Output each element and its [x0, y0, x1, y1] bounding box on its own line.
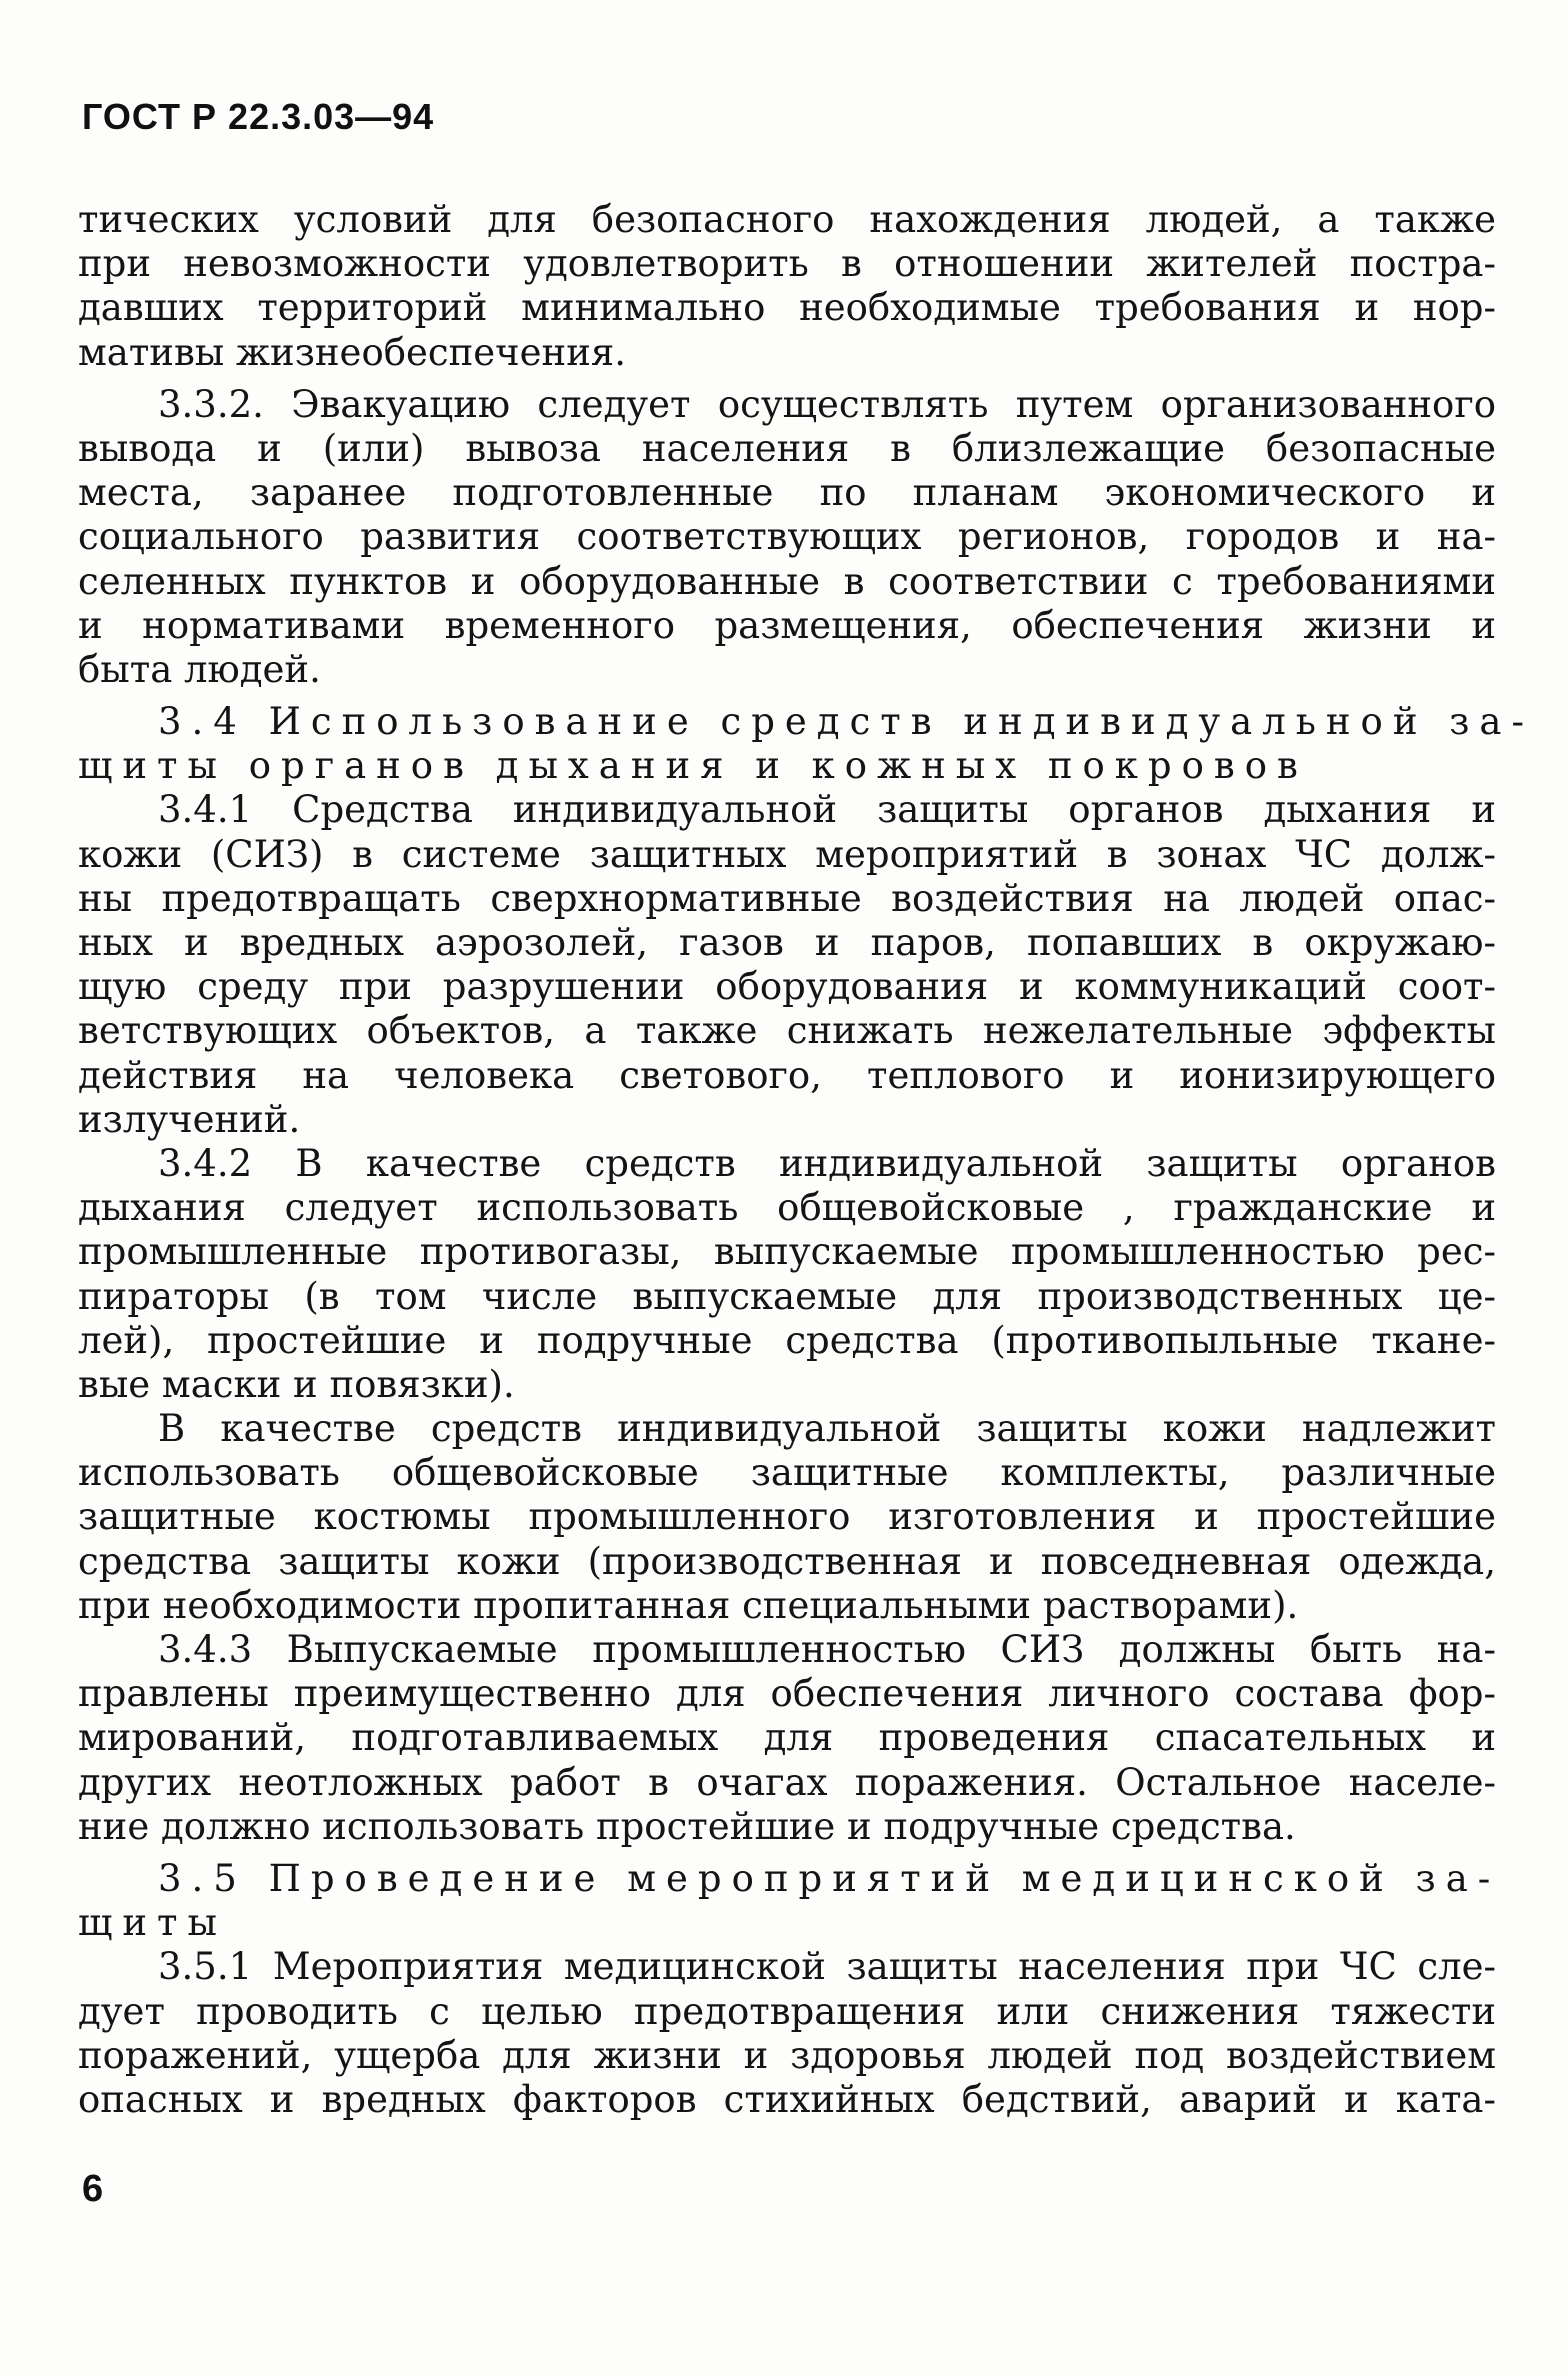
- text-line: ны предотвращать сверхнормативные воздействия на людей опас-: [78, 876, 1496, 920]
- paragraph-gap: [78, 375, 1496, 383]
- text-line: излучений.: [78, 1097, 301, 1141]
- document-header: ГОСТ Р 22.3.03—94: [82, 96, 435, 137]
- text-line: 3.4.1 Средства индивидуальной защиты органов дыхания и: [158, 788, 1496, 832]
- document-body: [78, 198, 1534, 2122]
- text-line: 3.4 Использование средств индивидуальной за-: [158, 700, 1534, 744]
- text-line: использовать общевойсковые защитные комплекты, различные: [78, 1451, 1496, 1495]
- text-line: лей), простейшие и подручные средства (противопыльные ткане-: [78, 1318, 1496, 1362]
- text-line: ных и вредных аэрозолей, газов и паров, попавших в окружаю-: [78, 921, 1496, 964]
- text-line: В качестве средств индивидуальной защиты кожи надлежит: [158, 1407, 1496, 1451]
- text-line: при невозможности удовлетворить в отношении жителей постра-: [78, 242, 1496, 286]
- page-number: 6: [82, 2168, 104, 2210]
- text-line: щиты органов дыхания и кожных покровов: [78, 744, 1308, 788]
- text-line: дует проводить с целью предотвращения или снижения тяжести: [78, 1989, 1496, 2033]
- text-line: промышленные противогазы, выпускаемые промышленностью рес-: [78, 1230, 1496, 1274]
- text-line: 3.4.3 Выпускаемые промышленностью СИЗ должны быть на-: [158, 1628, 1496, 1671]
- text-line: кожи (СИЗ) в системе защитных мероприятий в зонах ЧС долж-: [78, 832, 1496, 876]
- text-line: места, заранее подготовленные по планам экономического и: [78, 471, 1496, 515]
- text-line: 3.3.2. Эвакуацию следует осуществлять путем организованного: [158, 382, 1496, 426]
- text-line: при необходимости пропитанная специальными растворами).: [78, 1583, 1299, 1627]
- text-line: быта людей.: [78, 647, 321, 691]
- text-line: щую среду при разрушении оборудования и коммуникаций соот-: [78, 965, 1496, 1009]
- text-line: социального развития соответствующих регионов, городов и на-: [78, 515, 1496, 559]
- text-line: щиты: [78, 1901, 227, 1945]
- text-line: опасных и вредных факторов стихийных бедствий, аварий и ката-: [78, 2077, 1496, 2121]
- text-line: селенных пунктов и оборудованные в соответствии с требованиями: [78, 559, 1496, 603]
- text-line: вывода и (или) вывоза населения в близлежащие безопасные: [78, 426, 1496, 470]
- text-line: дыхания следует использовать общевойсковые , гражданские и: [78, 1186, 1496, 1230]
- text-line: 3.5.1 Мероприятия медицинской защиты населения при ЧС сле-: [158, 1945, 1496, 1989]
- text-line: 3.5 Проведение мероприятий медицинской за-: [158, 1856, 1501, 1900]
- text-line: мативы жизнеобеспечения.: [78, 330, 626, 374]
- text-line: средства защиты кожи (производственная и повседневная одежда,: [78, 1539, 1496, 1583]
- text-line: действия на человека светового, теплового и ионизирующего: [78, 1053, 1496, 1097]
- text-line: ветствующих объектов, а также снижать нежелательные эффекты: [78, 1009, 1496, 1053]
- text-line: тических условий для безопасного нахождения людей, а также: [78, 198, 1496, 241]
- text-line: ние должно использовать простейшие и подручные средства.: [78, 1804, 1296, 1848]
- text-line: поражений, ущерба для жизни и здоровья людей под воздействием: [78, 2033, 1496, 2077]
- text-line: правлены преимущественно для обеспечения личного состава фор-: [78, 1672, 1496, 1716]
- text-line: вые маски и повязки).: [78, 1362, 515, 1406]
- paragraph-gap: [78, 1849, 1496, 1857]
- text-line: давших территорий минимально необходимые требования и нор-: [78, 286, 1496, 330]
- text-line: других неотложных работ в очагах поражения. Остальное населе-: [78, 1760, 1496, 1804]
- text-line: пираторы (в том числе выпускаемые для производственных це-: [78, 1274, 1496, 1318]
- text-line: защитные костюмы промышленного изготовления и простейшие: [78, 1495, 1496, 1539]
- text-line: мирований, подготавливаемых для проведения спасательных и: [78, 1716, 1496, 1760]
- text-line: 3.4.2 В качестве средств индивидуальной защиты органов: [158, 1141, 1496, 1185]
- text-line: и нормативами временного размещения, обеспечения жизни и: [78, 603, 1496, 647]
- paragraph-gap: [78, 692, 1496, 700]
